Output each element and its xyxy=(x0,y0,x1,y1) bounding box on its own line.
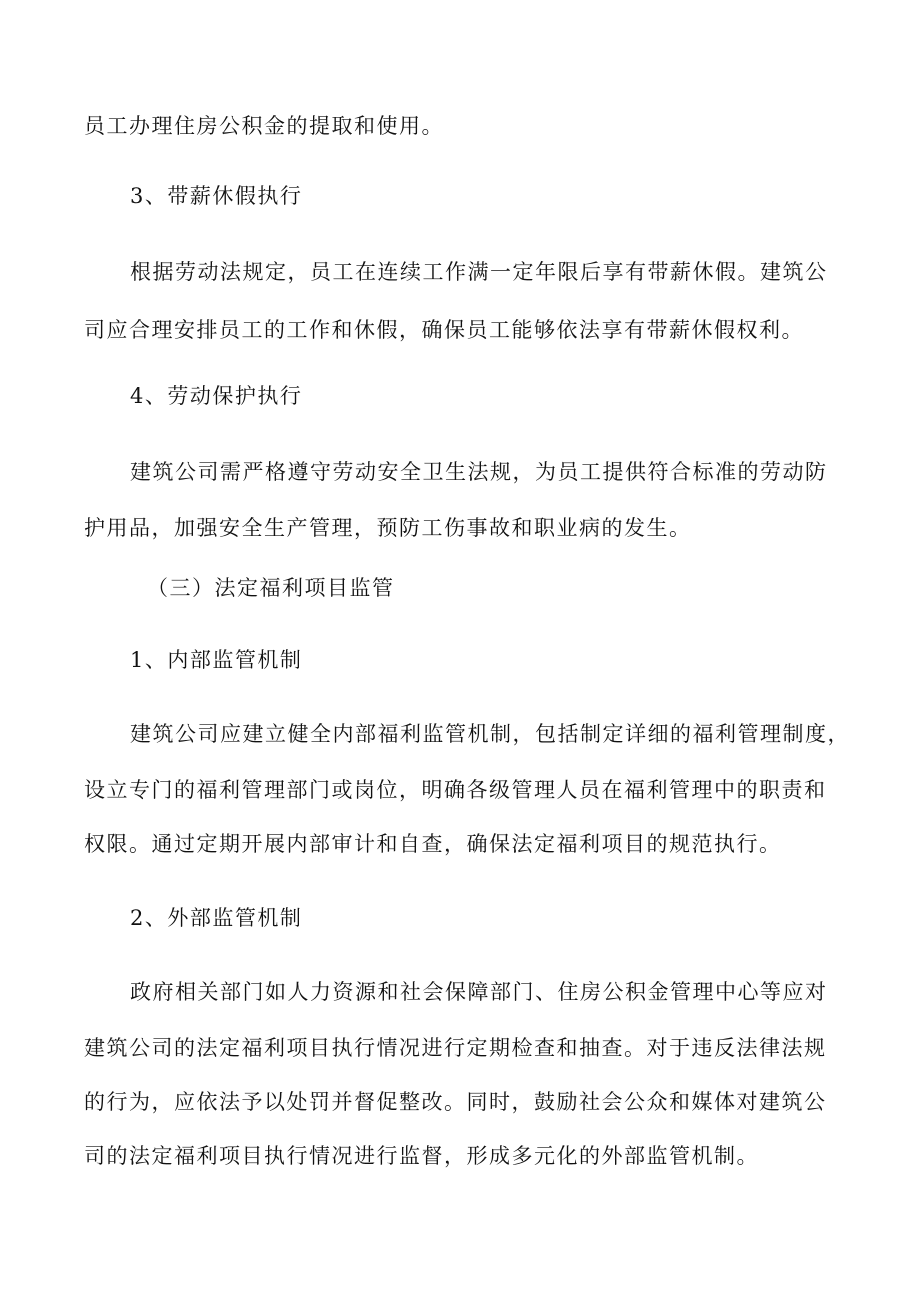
section-heading: 4、劳动保护执行 xyxy=(130,384,303,408)
paragraph-line: 司的法定福利项目执行情况进行监督，形成多元化的外部监管机制。 xyxy=(84,1144,759,1168)
section-heading: 1、内部监管机制 xyxy=(130,648,303,672)
paragraph-line: 政府相关部门如人力资源和社会保障部门、住房公积金管理中心等应对 xyxy=(130,980,828,1004)
paragraph-line: 设立专门的福利管理部门或岗位，明确各级管理人员在福利管理中的职责和 xyxy=(84,778,827,802)
paragraph-line: 权限。通过定期开展内部审计和自查，确保法定福利项目的规范执行。 xyxy=(84,832,782,856)
section-heading: 3、带薪休假执行 xyxy=(130,184,303,208)
paragraph-line: 的行为，应依法予以处罚并督促整改。同时，鼓励社会公众和媒体对建筑公 xyxy=(84,1090,827,1114)
paragraph-line: 司应合理安排员工的工作和休假，确保员工能够依法享有带薪休假权利。 xyxy=(84,318,804,342)
paragraph-line: 员工办理住房公积金的提取和使用。 xyxy=(84,114,444,138)
section-heading: 2、外部监管机制 xyxy=(130,906,303,930)
paragraph-line: 护用品，加强安全生产管理，预防工伤事故和职业病的发生。 xyxy=(84,516,692,540)
paragraph-line: 建筑公司应建立健全内部福利监管机制，包括制定详细的福利管理制度， xyxy=(130,722,850,746)
paragraph-line: 建筑公司的法定福利项目执行情况进行定期检查和抽查。对于违反法律法规 xyxy=(84,1036,827,1060)
paragraph-line: 根据劳动法规定，员工在连续工作满一定年限后享有带薪休假。建筑公 xyxy=(130,260,828,284)
paragraph-line: 建筑公司需严格遵守劳动安全卫生法规，为员工提供符合标准的劳动防 xyxy=(130,460,828,484)
subsection-heading: （三）法定福利项目监管 xyxy=(147,576,395,600)
